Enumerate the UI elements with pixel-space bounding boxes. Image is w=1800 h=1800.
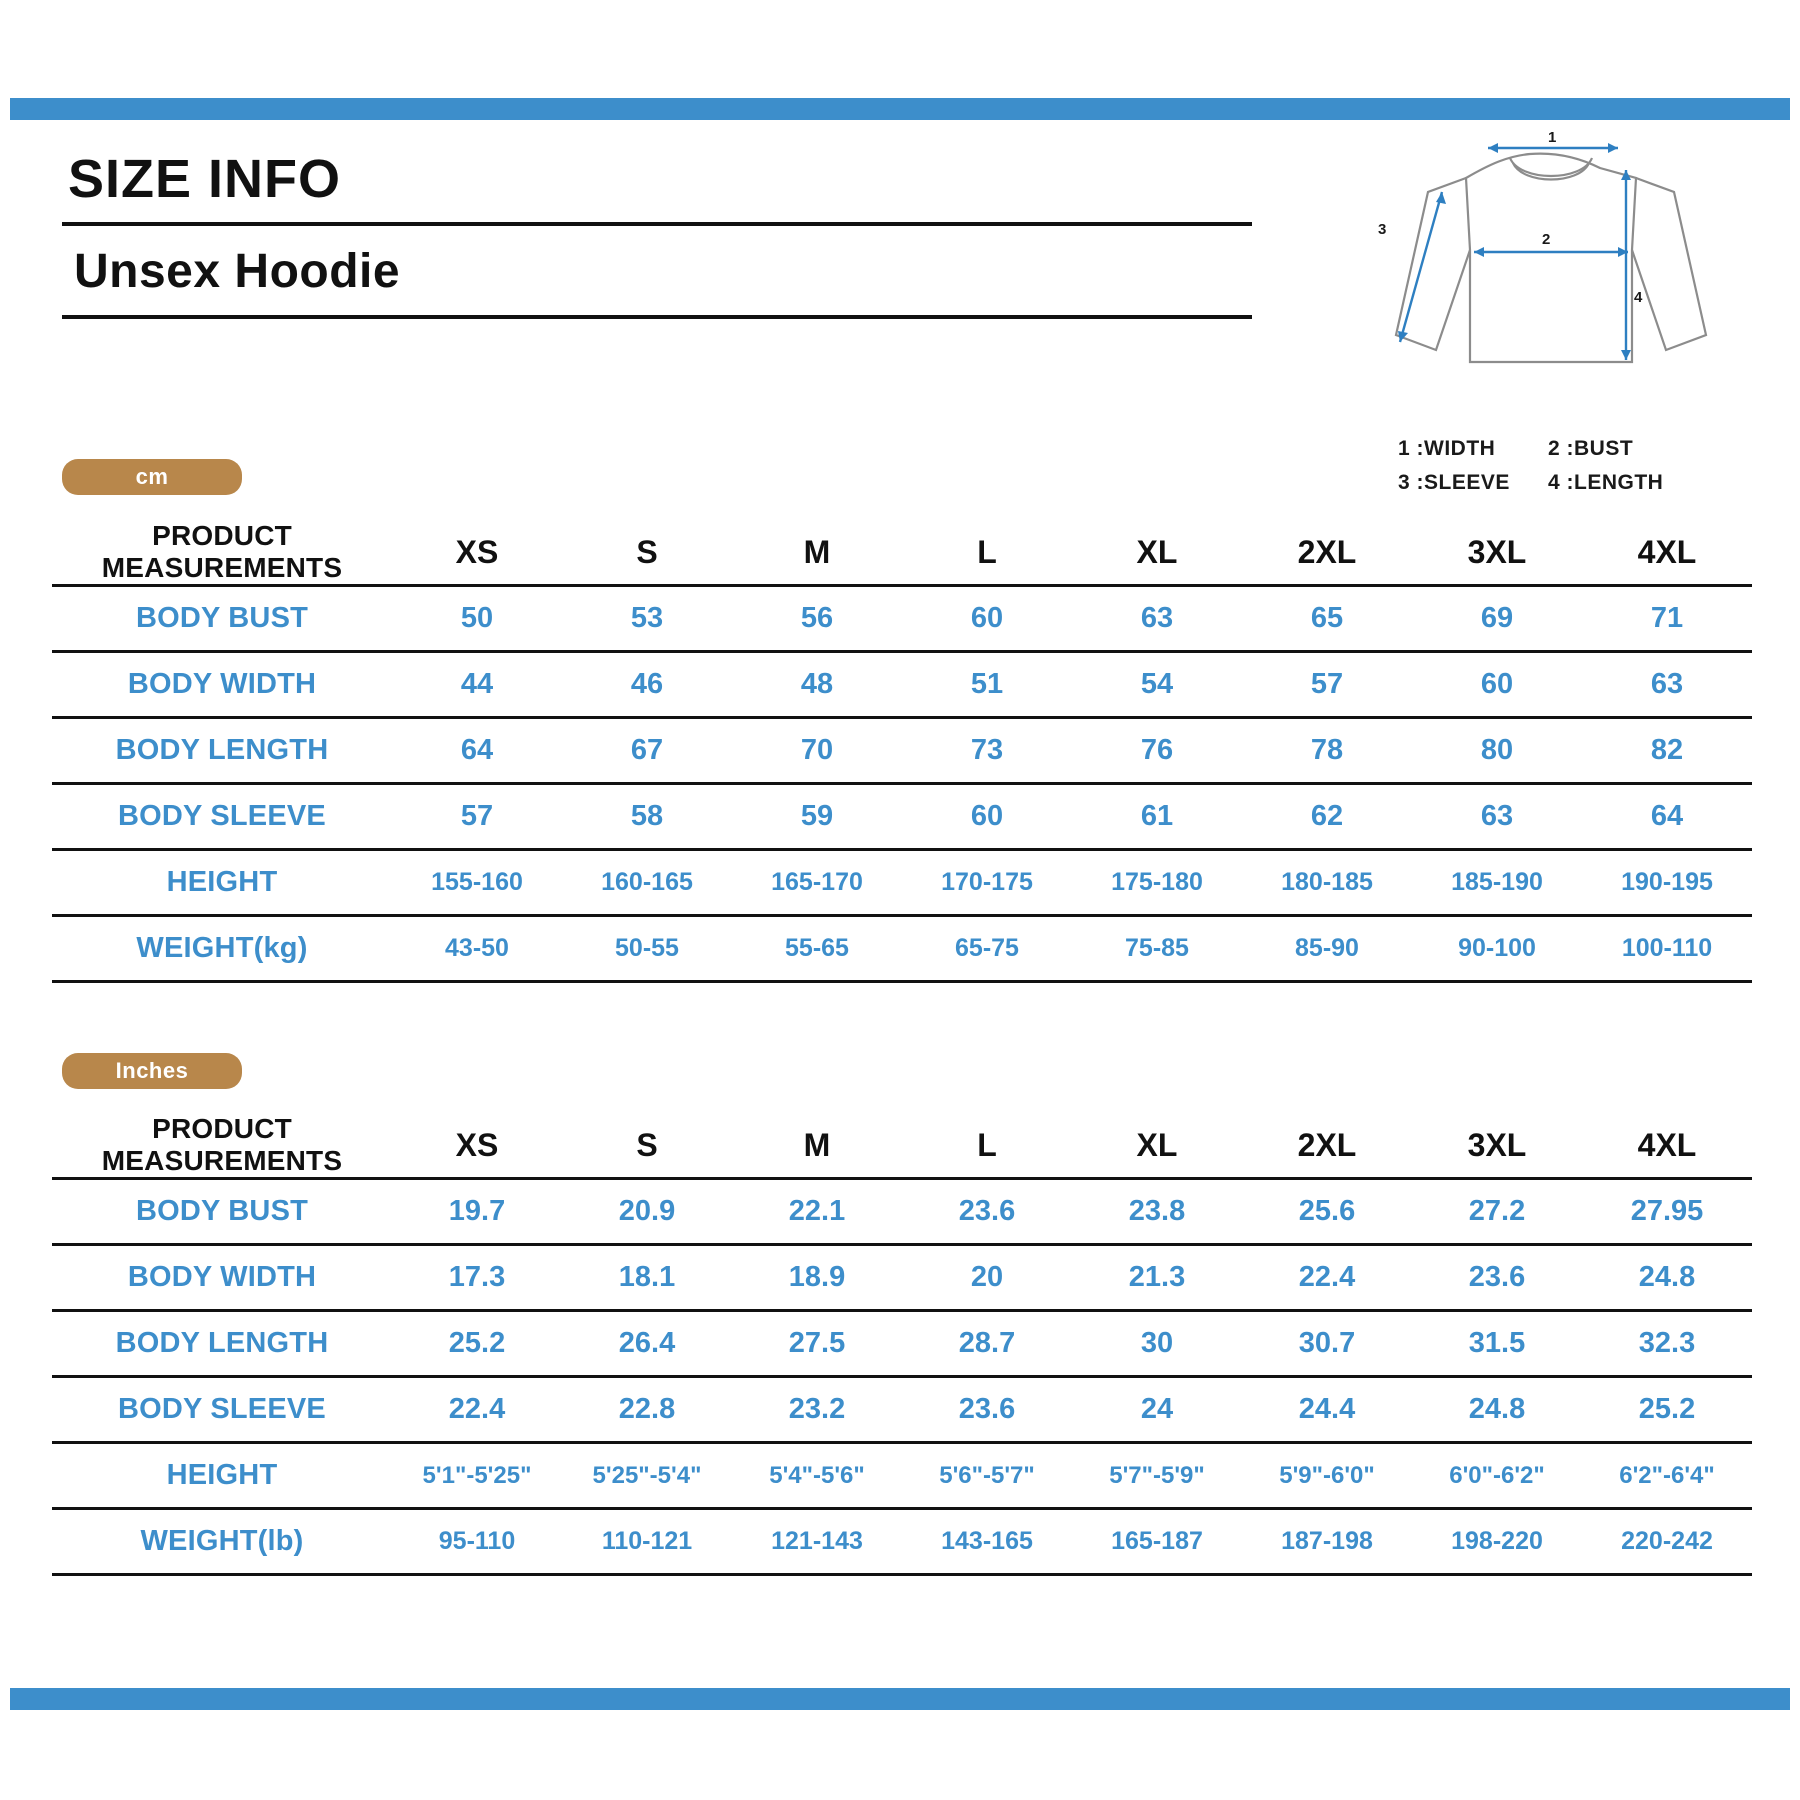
cell-value: 25.2 — [1582, 1377, 1752, 1443]
cell-value: 64 — [1582, 784, 1752, 850]
cell-value: 17.3 — [392, 1245, 562, 1311]
cell-value: 28.7 — [902, 1311, 1072, 1377]
size-header-xs: XS — [392, 520, 562, 586]
size-header-3xl: 3XL — [1412, 520, 1582, 586]
cell-value: 21.3 — [1072, 1245, 1242, 1311]
cell-value: 30.7 — [1242, 1311, 1412, 1377]
size-header-l: L — [902, 520, 1072, 586]
cell-value: 165-170 — [732, 850, 902, 916]
cell-value: 23.6 — [1412, 1245, 1582, 1311]
table-row — [52, 586, 1752, 652]
cell-value: 82 — [1582, 718, 1752, 784]
cell-value: 67 — [562, 718, 732, 784]
hoodie-diagram-icon — [1370, 130, 1760, 380]
size-header-2xl: 2XL — [1242, 520, 1412, 586]
cell-value: 175-180 — [1072, 850, 1242, 916]
measurements-header: PRODUCT MEASUREMENTS — [52, 520, 392, 586]
cell-value: 5'25"-5'4" — [562, 1443, 732, 1509]
cell-value: 65-75 — [902, 916, 1072, 982]
row-label: WEIGHT(kg) — [52, 916, 392, 982]
cell-value: 23.6 — [902, 1377, 1072, 1443]
row-label: BODY WIDTH — [52, 652, 392, 718]
cell-value: 20 — [902, 1245, 1072, 1311]
table-row — [52, 1179, 1752, 1245]
cell-value: 19.7 — [392, 1179, 562, 1245]
cell-value: 57 — [392, 784, 562, 850]
size-header-l: L — [902, 1113, 1072, 1179]
cell-value: 95-110 — [392, 1509, 562, 1575]
cell-value: 187-198 — [1242, 1509, 1412, 1575]
table-row — [52, 718, 1752, 784]
cell-value: 18.9 — [732, 1245, 902, 1311]
row-label: BODY BUST — [52, 586, 392, 652]
cell-value: 5'9"-6'0" — [1242, 1443, 1412, 1509]
cell-value: 143-165 — [902, 1509, 1072, 1575]
cell-value: 85-90 — [1242, 916, 1412, 982]
size-header-4xl: 4XL — [1582, 1113, 1752, 1179]
row-label: HEIGHT — [52, 1443, 392, 1509]
cell-value: 90-100 — [1412, 916, 1582, 982]
cell-value: 23.2 — [732, 1377, 902, 1443]
table-header-row — [52, 1113, 1752, 1179]
cell-value: 76 — [1072, 718, 1242, 784]
cell-value: 78 — [1242, 718, 1412, 784]
row-label: HEIGHT — [52, 850, 392, 916]
cell-value: 59 — [732, 784, 902, 850]
cell-value: 160-165 — [562, 850, 732, 916]
cell-value: 22.4 — [1242, 1245, 1412, 1311]
table-row — [52, 1509, 1752, 1575]
cell-value: 63 — [1582, 652, 1752, 718]
cell-value: 23.8 — [1072, 1179, 1242, 1245]
cell-value: 26.4 — [562, 1311, 732, 1377]
cell-value: 27.95 — [1582, 1179, 1752, 1245]
unit-badge-cm: cm — [62, 459, 242, 495]
size-table-inches — [52, 1113, 1752, 1576]
table-row — [52, 1377, 1752, 1443]
cell-value: 58 — [562, 784, 732, 850]
cell-value: 57 — [1242, 652, 1412, 718]
cell-value: 53 — [562, 586, 732, 652]
cell-value: 44 — [392, 652, 562, 718]
size-header-m: M — [732, 1113, 902, 1179]
unit-badge-inches: Inches — [62, 1053, 242, 1089]
cell-value: 20.9 — [562, 1179, 732, 1245]
cell-value: 25.2 — [392, 1311, 562, 1377]
marker-1-label: 1 — [1548, 130, 1557, 146]
cell-value: 100-110 — [1582, 916, 1752, 982]
row-label: BODY LENGTH — [52, 718, 392, 784]
table-row — [52, 1311, 1752, 1377]
cell-value: 69 — [1412, 586, 1582, 652]
legend-row — [1398, 432, 1718, 466]
cell-value: 165-187 — [1072, 1509, 1242, 1575]
size-header-s: S — [562, 1113, 732, 1179]
cell-value: 60 — [1412, 652, 1582, 718]
cell-value: 60 — [902, 586, 1072, 652]
row-label: BODY WIDTH — [52, 1245, 392, 1311]
cell-value: 27.2 — [1412, 1179, 1582, 1245]
cell-value: 30 — [1072, 1311, 1242, 1377]
row-label: BODY SLEEVE — [52, 1377, 392, 1443]
diagram-legend — [1398, 432, 1718, 500]
marker-4-label: 4 — [1634, 289, 1643, 306]
cell-value: 24 — [1072, 1377, 1242, 1443]
size-table-cm — [52, 520, 1752, 983]
table-row — [52, 784, 1752, 850]
cell-value: 55-65 — [732, 916, 902, 982]
cell-value: 5'1"-5'25" — [392, 1443, 562, 1509]
cell-value: 5'7"-5'9" — [1072, 1443, 1242, 1509]
cell-value: 27.5 — [732, 1311, 902, 1377]
cell-value: 70 — [732, 718, 902, 784]
size-header-4xl: 4XL — [1582, 520, 1752, 586]
table-row — [52, 1443, 1752, 1509]
row-label: BODY SLEEVE — [52, 784, 392, 850]
cell-value: 48 — [732, 652, 902, 718]
size-header-xl: XL — [1072, 520, 1242, 586]
cell-value: 80 — [1412, 718, 1582, 784]
product-name: Unsex Hoodie — [74, 245, 401, 298]
cell-value: 46 — [562, 652, 732, 718]
cell-value: 60 — [902, 784, 1072, 850]
cell-value: 5'6"-5'7" — [902, 1443, 1072, 1509]
cell-value: 25.6 — [1242, 1179, 1412, 1245]
cell-value: 22.4 — [392, 1377, 562, 1443]
table-row — [52, 916, 1752, 982]
cell-value: 23.6 — [902, 1179, 1072, 1245]
legend-bust: 2 :BUST — [1548, 437, 1634, 460]
cell-value: 65 — [1242, 586, 1412, 652]
cell-value: 18.1 — [562, 1245, 732, 1311]
title-divider-bottom — [62, 315, 1252, 319]
cell-value: 121-143 — [732, 1509, 902, 1575]
cell-value: 6'2"-6'4" — [1582, 1443, 1752, 1509]
table-row — [52, 850, 1752, 916]
cell-value: 110-121 — [562, 1509, 732, 1575]
size-header-2xl: 2XL — [1242, 1113, 1412, 1179]
cell-value: 62 — [1242, 784, 1412, 850]
cell-value: 24.8 — [1412, 1377, 1582, 1443]
cell-value: 6'0"-6'2" — [1412, 1443, 1582, 1509]
size-header-3xl: 3XL — [1412, 1113, 1582, 1179]
legend-length: 4 :LENGTH — [1548, 471, 1664, 494]
row-label: BODY LENGTH — [52, 1311, 392, 1377]
cell-value: 32.3 — [1582, 1311, 1752, 1377]
cell-value: 24.8 — [1582, 1245, 1752, 1311]
legend-sleeve: 3 :SLEEVE — [1398, 471, 1510, 494]
cell-value: 31.5 — [1412, 1311, 1582, 1377]
cell-value: 190-195 — [1582, 850, 1752, 916]
table-row — [52, 1245, 1752, 1311]
cell-value: 56 — [732, 586, 902, 652]
measurements-header: PRODUCT MEASUREMENTS — [52, 1113, 392, 1179]
size-header-xl: XL — [1072, 1113, 1242, 1179]
cell-value: 198-220 — [1412, 1509, 1582, 1575]
table-row — [52, 652, 1752, 718]
cell-value: 50 — [392, 586, 562, 652]
row-label: WEIGHT(lb) — [52, 1509, 392, 1575]
page-title: SIZE INFO — [68, 149, 342, 209]
table-header-row — [52, 520, 1752, 586]
cell-value: 43-50 — [392, 916, 562, 982]
cell-value: 185-190 — [1412, 850, 1582, 916]
size-header-xs: XS — [392, 1113, 562, 1179]
cell-value: 64 — [392, 718, 562, 784]
cell-value: 170-175 — [902, 850, 1072, 916]
cell-value: 51 — [902, 652, 1072, 718]
cell-value: 24.4 — [1242, 1377, 1412, 1443]
cell-value: 22.8 — [562, 1377, 732, 1443]
marker-2-label: 2 — [1542, 231, 1551, 248]
top-accent-bar — [10, 98, 1790, 120]
cell-value: 73 — [902, 718, 1072, 784]
cell-value: 155-160 — [392, 850, 562, 916]
cell-value: 50-55 — [562, 916, 732, 982]
title-block — [62, 148, 1272, 319]
row-label: BODY BUST — [52, 1179, 392, 1245]
cell-value: 22.1 — [732, 1179, 902, 1245]
legend-width: 1 :WIDTH — [1398, 437, 1496, 460]
cell-value: 54 — [1072, 652, 1242, 718]
cell-value: 63 — [1072, 586, 1242, 652]
cell-value: 220-242 — [1582, 1509, 1752, 1575]
marker-3-label: 3 — [1378, 221, 1387, 238]
size-header-s: S — [562, 520, 732, 586]
cell-value: 5'4"-5'6" — [732, 1443, 902, 1509]
cell-value: 71 — [1582, 586, 1752, 652]
legend-row — [1398, 466, 1718, 500]
cell-value: 63 — [1412, 784, 1582, 850]
size-header-m: M — [732, 520, 902, 586]
garment-diagram — [1370, 130, 1760, 380]
cell-value: 180-185 — [1242, 850, 1412, 916]
cell-value: 75-85 — [1072, 916, 1242, 982]
bottom-accent-bar — [10, 1688, 1790, 1710]
cell-value: 61 — [1072, 784, 1242, 850]
